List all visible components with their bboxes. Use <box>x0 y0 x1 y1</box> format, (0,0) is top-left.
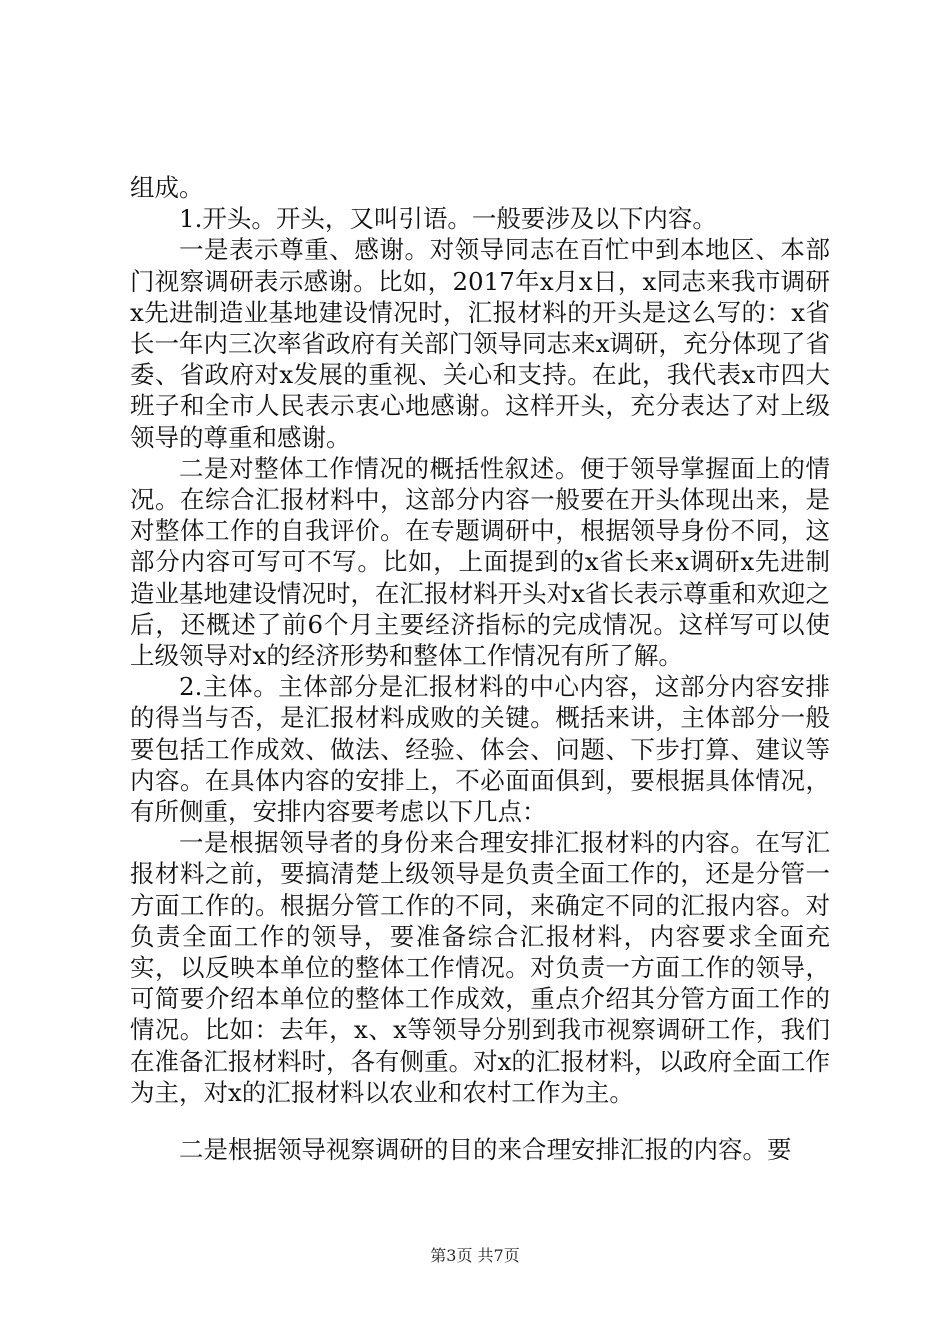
page-number-footer: 第3页 共7页 <box>430 1246 520 1265</box>
paragraph-leader-identity: 一是根据领导者的身份来合理安排汇报材料的内容。在写汇报材料之前，要搞清楚上级领导是负责全面工作的，还是分管一方面工作的。根据分管工作的不同，来确定不同的汇报内容。对负责全面工作的领导，要准备综合汇报材料，内容要求全面充实，以反映本单位的整体工作情况。对负责一方面工作的领导，可简要介绍本单位的整体工作成效，重点介绍其分管方面工作的情况。比如：去年，x、x等领导分别到我市视察调研工作，我们在准备汇报材料时，各有侧重。对x的汇报材料，以政府全面工作为主，对x的汇报材料以农业和农村工作为主。 <box>130 828 830 1107</box>
paragraph-continuation: 组成。 <box>130 173 204 202</box>
paragraph-respect-thanks: 一是表示尊重、感谢。对领导同志在百忙中到本地区、本部门视察调研表示感谢。比如，2017年x月x日，x同志来我市调研x先进制造业基地建设情况时，汇报材料的开头是这么写的：x省长一年内三次率省政府有关部门领导同志来x调研，充分体现了省委、省政府对x发展的重视、关心和支持。在此，我代表x市四大班子和全市人民表示衷心地感谢。这样开头，充分表达了对上级领导的尊重和感谢。 <box>130 235 830 452</box>
paragraph-opening-heading: 1.开头。开头，又叫引语。一般要涉及以下内容。 <box>179 204 717 234</box>
document-body <box>130 172 830 1165</box>
paragraph-overall-summary: 二是对整体工作情况的概括性叙述。便于领导掌握面上的情况。在综合汇报材料中，这部分内容一般要在开头体现出来，是对整体工作的自我评价。在专题调研中，根据领导身份不同，这部分内容可写可不写。比如，上面提到的x省长来x调研x先进制造业基地建设情况时，在汇报材料开头对x省长表示尊重和欢迎之后，还概述了前6个月主要经济指标的完成情况。这样写可以使上级领导对x的经济形势和整体工作情况有所了解。 <box>130 453 830 671</box>
paragraph-visit-purpose: 二是根据领导视察调研的目的来合理安排汇报的内容。要 <box>179 1135 792 1165</box>
paragraph-main-body-heading: 2.主体。主体部分是汇报材料的中心内容，这部分内容安排的得当与否，是汇报材料成败的关键。概括来讲，主体部分一般要包括工作成效、做法、经验、体会、问题、下步打算、建议等内容。在具体内容的安排上，不必面面俱到，要根据具体情况，有所侧重，安排内容要考虑以下几点： <box>130 672 830 827</box>
